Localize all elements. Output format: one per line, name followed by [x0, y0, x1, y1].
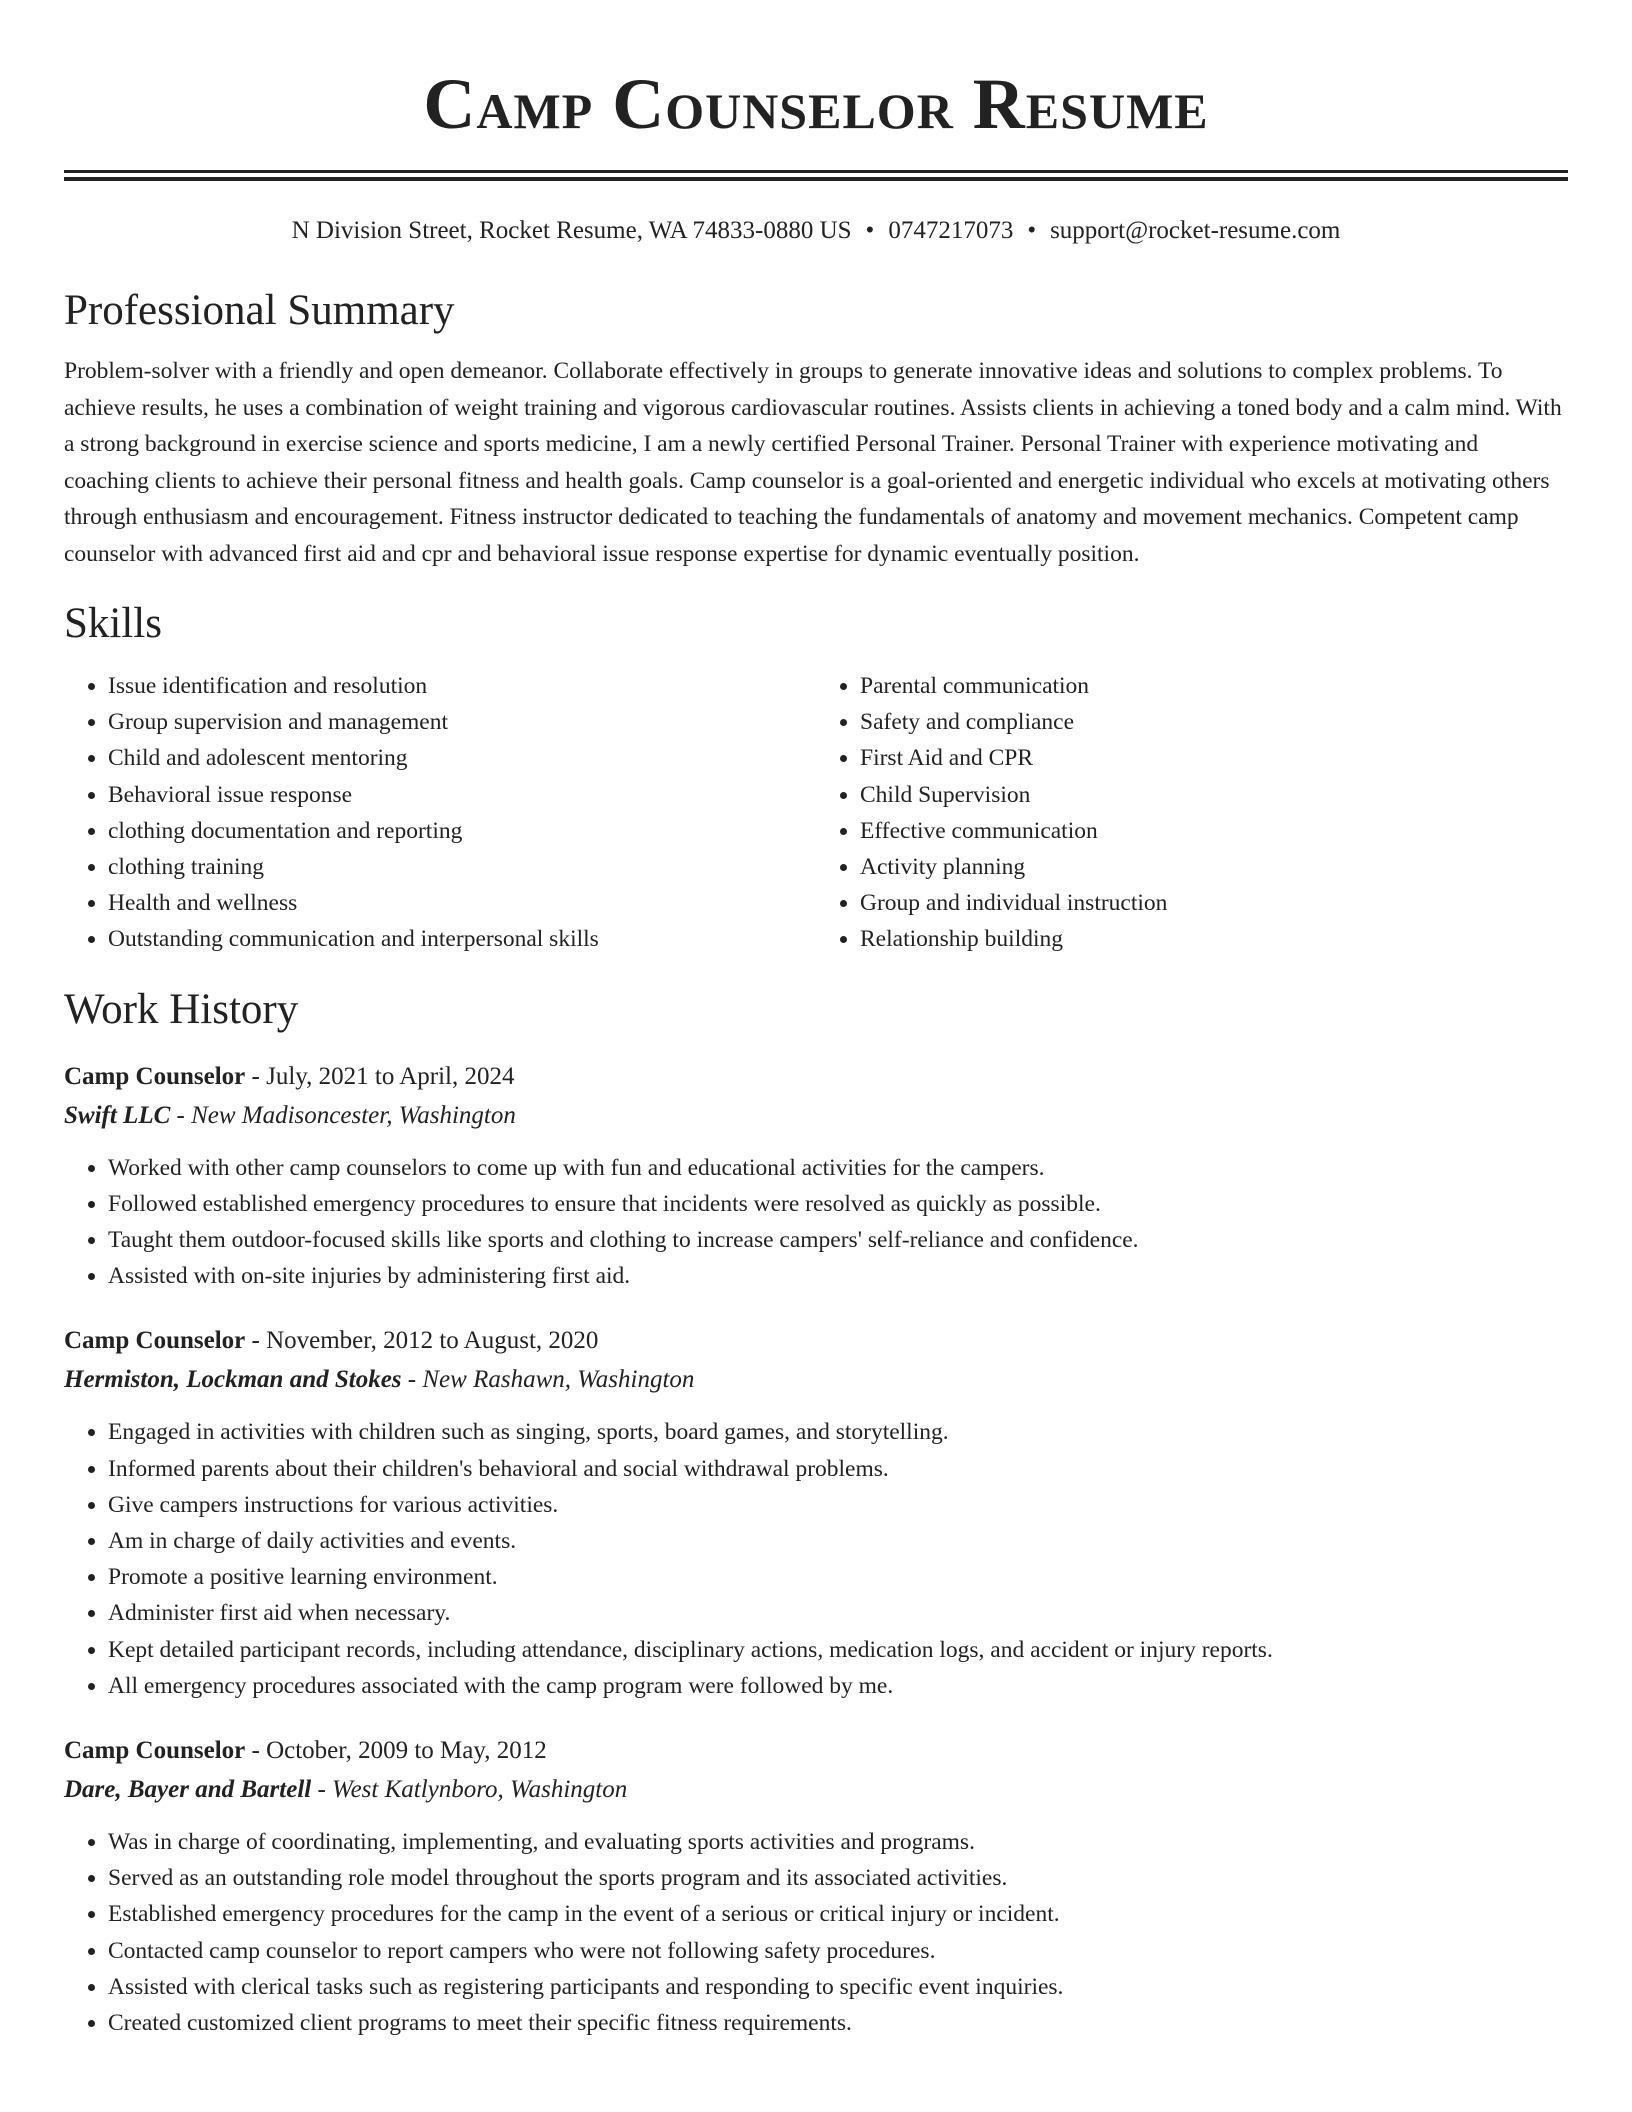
- job-duty-item: • Was in charge of coordinating, implementing, and evaluating sports activities and programs.: [108, 1824, 1568, 1860]
- job-title: Camp Counselor: [64, 1062, 246, 1090]
- contact-email: support@rocket-resume.com: [1050, 217, 1341, 244]
- skills-heading: Skills: [64, 600, 162, 647]
- skill-item: • Effective communication: [860, 813, 1568, 849]
- job-duty-item: • All emergency procedures associated with the camp program were followed by me.: [108, 1668, 1568, 1704]
- job-entry: [64, 1058, 1568, 1295]
- skill-item: • Behavioral issue response: [108, 777, 816, 813]
- skill-item: • First Aid and CPR: [860, 740, 1568, 776]
- job-dates: - November, 2012 to August, 2020: [245, 1327, 599, 1355]
- contact-line: [64, 215, 1568, 247]
- job-title: Camp Counselor: [64, 1327, 246, 1355]
- skill-item: • Activity planning: [860, 849, 1568, 885]
- employer-line: [64, 1770, 1568, 1810]
- job-duty-item: • Am in charge of daily activities and events.: [108, 1523, 1568, 1559]
- job-duty-item: • Give campers instructions for various activities.: [108, 1487, 1568, 1523]
- skill-item: • Safety and compliance: [860, 704, 1568, 740]
- skill-item: • Relationship building: [860, 921, 1568, 957]
- job-dates: - July, 2021 to April, 2024: [245, 1062, 515, 1090]
- employer-name: Swift LLC: [64, 1101, 171, 1129]
- job-duties: [64, 1414, 1568, 1704]
- contact-phone: 0747217073: [888, 217, 1014, 244]
- job-duties: [64, 1150, 1568, 1295]
- job-duty-item: • Worked with other camp counselors to come up with fun and educational activities for the campers.: [108, 1150, 1568, 1186]
- job-duty-item: • Assisted with on-site injuries by administering first aid.: [108, 1258, 1568, 1294]
- job-entry: [64, 1732, 1568, 2041]
- employer-name: Hermiston, Lockman and Stokes: [64, 1366, 402, 1394]
- employer-location: - New Rashawn, Washington: [401, 1366, 695, 1394]
- contact-separator: •: [865, 217, 875, 244]
- skills-column-left: [64, 668, 816, 958]
- skill-item: • Child Supervision: [860, 777, 1568, 813]
- job-duty-item: • Kept detailed participant records, including attendance, disciplinary actions, medication logs, and accident or injury reports.: [108, 1632, 1568, 1668]
- job-entry: [64, 1322, 1568, 1704]
- skill-item: • Child and adolescent mentoring: [108, 740, 816, 776]
- job-duty-item: • Administer first aid when necessary.: [108, 1595, 1568, 1631]
- skill-item: • Issue identification and resolution: [108, 668, 816, 704]
- job-title: Camp Counselor: [64, 1737, 246, 1765]
- skills-column-right: [816, 668, 1568, 958]
- skill-item: • clothing training: [108, 849, 816, 885]
- job-duty-item: • Established emergency procedures for the camp in the event of a serious or critical injury or incident.: [108, 1896, 1568, 1932]
- job-title-line: [64, 1058, 1568, 1096]
- job-duties: [64, 1824, 1568, 2041]
- skill-item: • Health and wellness: [108, 885, 816, 921]
- contact-address: N Division Street, Rocket Resume, WA 74833-0880 US: [291, 217, 852, 244]
- job-duty-item: • Engaged in activities with children such as singing, sports, board games, and storytelling.: [108, 1414, 1568, 1450]
- employer-location: - New Madisoncester, Washington: [170, 1101, 516, 1129]
- job-duty-item: • Taught them outdoor-focused skills like sports and clothing to increase campers' self-reliance and confidence.: [108, 1222, 1568, 1258]
- job-duty-item: • Served as an outstanding role model throughout the sports program and its associated activities.: [108, 1860, 1568, 1896]
- work-history-heading: Work History: [64, 985, 299, 1033]
- resume-title: Camp Counselor Resume: [423, 64, 1209, 144]
- contact-separator: •: [1027, 217, 1037, 244]
- title-divider: [64, 170, 1568, 181]
- employer-name: Dare, Bayer and Bartell: [64, 1776, 312, 1804]
- employer-line: [64, 1360, 1568, 1400]
- job-duty-item: • Created customized client programs to meet their specific fitness requirements.: [108, 2005, 1568, 2041]
- job-dates: - October, 2009 to May, 2012: [245, 1737, 547, 1765]
- job-duty-item: • Informed parents about their children's behavioral and social withdrawal problems.: [108, 1451, 1568, 1487]
- skill-item: • clothing documentation and reporting: [108, 813, 816, 849]
- skill-item: • Group and individual instruction: [860, 885, 1568, 921]
- job-title-line: [64, 1322, 1568, 1360]
- employer-line: [64, 1096, 1568, 1136]
- summary-text: Problem-solver with a friendly and open demeanor. Collaborate effectively in groups to generate innovative ideas and solutions to complex problems. To achieve results, he uses a combination of weight training and vigorous cardiovascular routines. Assists clients in achieving a toned body and a calm mind. With a strong background in exercise science and sports medicine, I am a newly certified Personal Trainer. Personal Trainer with experience motivating and coaching clients to achieve their personal fitness and health goals. Camp counselor is a goal-oriented and energetic individual who excels at motivating others through enthusiasm and encouragement. Fitness instructor dedicated to teaching the fundamentals of anatomy and movement mechanics. Competent camp counselor with advanced first aid and cpr and behavioral issue response expertise for dynamic eventually position.: [64, 358, 1562, 567]
- skill-item: • Outstanding communication and interpersonal skills: [108, 921, 816, 957]
- skill-item: • Parental communication: [860, 668, 1568, 704]
- summary-heading: Professional Summary: [64, 287, 455, 334]
- work-history-list: [64, 1058, 1568, 2042]
- job-duty-item: • Followed established emergency procedures to ensure that incidents were resolved as quickly as possible.: [108, 1186, 1568, 1222]
- job-duty-item: • Contacted camp counselor to report campers who were not following safety procedures.: [108, 1933, 1568, 1969]
- skills-list: [64, 668, 1568, 958]
- job-duty-item: • Assisted with clerical tasks such as registering participants and responding to specific event inquiries.: [108, 1969, 1568, 2005]
- job-duty-item: • Promote a positive learning environment.: [108, 1559, 1568, 1595]
- job-title-line: [64, 1732, 1568, 1770]
- skill-item: • Group supervision and management: [108, 704, 816, 740]
- employer-location: - West Katlynboro, Washington: [311, 1776, 628, 1804]
